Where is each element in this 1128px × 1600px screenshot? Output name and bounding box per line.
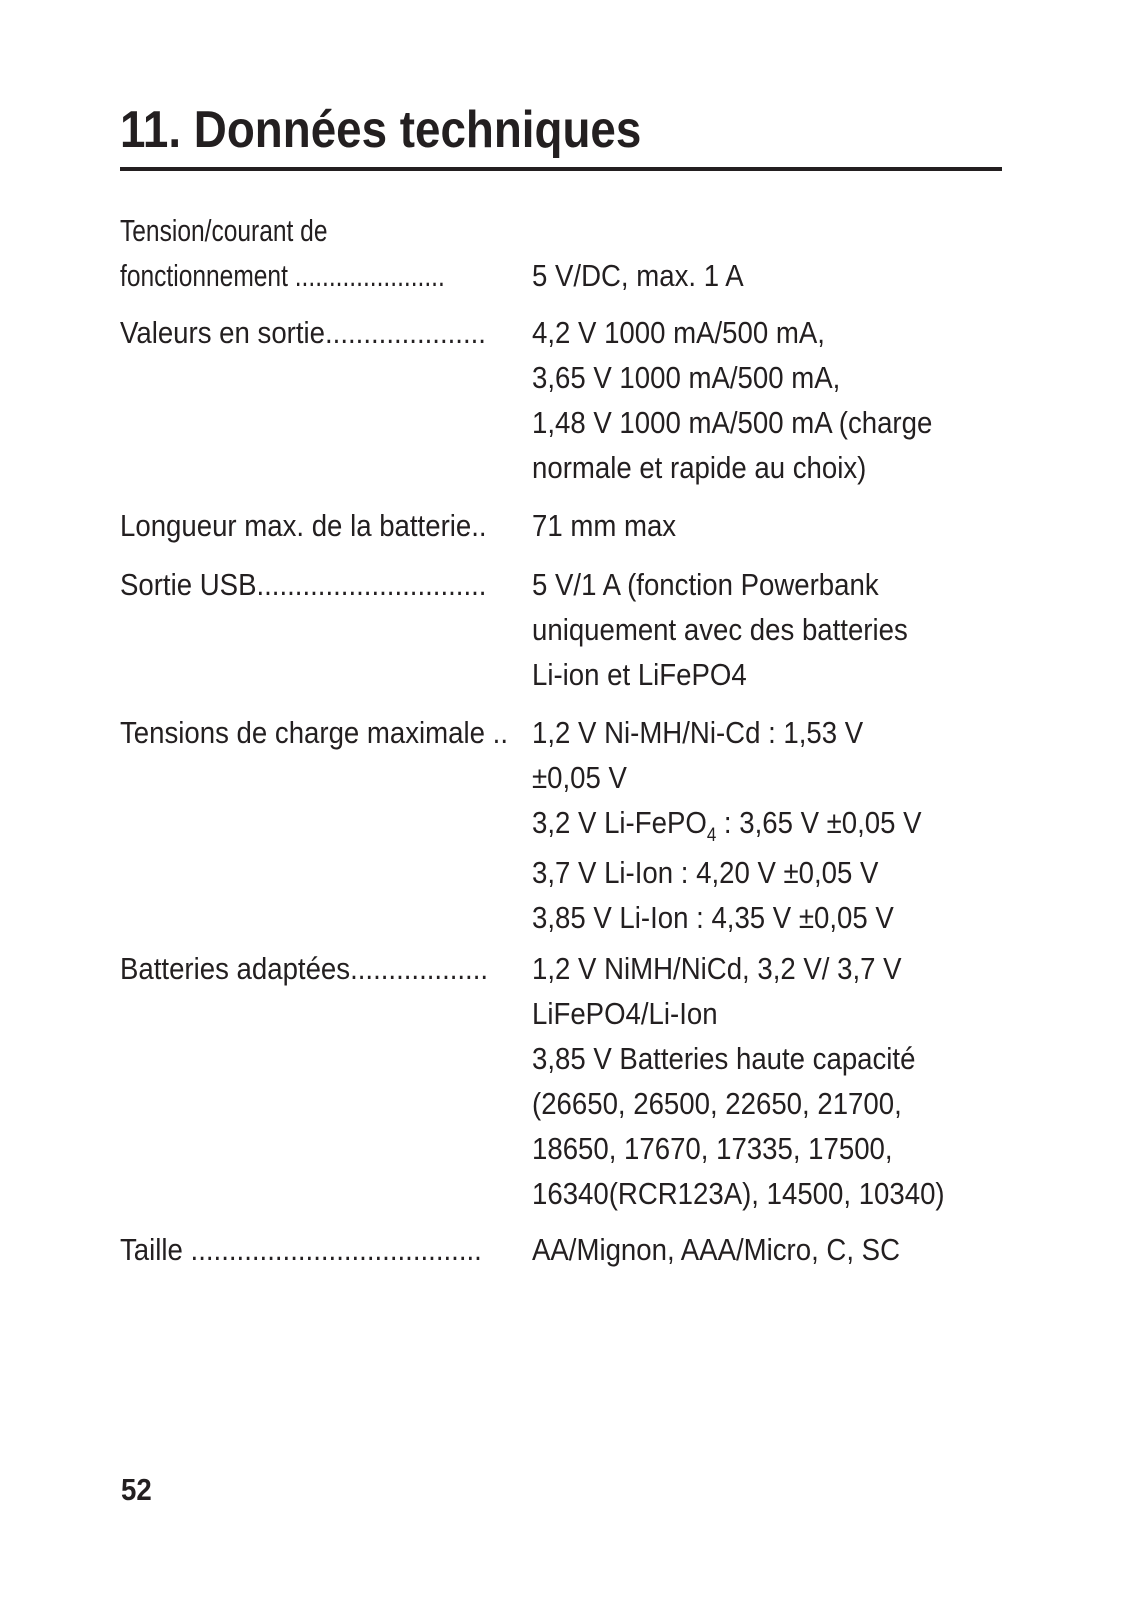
spec-label-line (120, 253, 478, 298)
spec-label-text: Taille (120, 1232, 191, 1267)
spec-value: LiFePO4/Li-Ion (532, 996, 718, 1031)
spec-label-text: fonctionnement (120, 258, 295, 293)
spec-label-text: Longueur max. de la batterie (120, 508, 472, 543)
spec-label (120, 208, 522, 298)
page-title: 11. Données techniques (120, 101, 642, 159)
spec-value: 1,48 V 1000 mA/500 mA (charge (532, 405, 933, 440)
dot-leader: ...................................... (190, 1232, 482, 1267)
page-number: 52 (121, 1472, 152, 1507)
spec-value: 16340(RCR123A), 14500, 10340) (532, 1176, 945, 1211)
spec-value-text: : 3,65 V ±0,05 V (716, 805, 922, 840)
spec-values (532, 946, 1012, 1216)
spec-values (532, 1227, 1012, 1272)
dot-leader: .............................. (256, 567, 487, 602)
title-underline (120, 167, 1002, 171)
spec-label-text: Valeurs en sortie (120, 315, 325, 350)
spec-value: AA/Mignon, AAA/Micro, C, SC (532, 1232, 901, 1267)
spec-value: uniquement avec des batteries (532, 612, 908, 647)
spec-value: 1,2 V NiMH/NiCd, 3,2 V/ 3,7 V (532, 951, 902, 986)
spec-label (120, 710, 522, 755)
spec-value: 71 mm max (532, 508, 677, 543)
spec-value: 18650, 17670, 17335, 17500, (532, 1131, 893, 1166)
spec-values (532, 710, 1012, 940)
dot-leader: ...................... (294, 258, 445, 293)
dot-leader: .................. (350, 951, 489, 986)
spec-value: 3,65 V 1000 mA/500 mA, (532, 360, 841, 395)
spec-value: 5 V/DC, max. 1 A (532, 258, 744, 293)
subscript-four: 4 (706, 825, 717, 846)
dot-leader: .. (492, 715, 508, 750)
spec-values (532, 310, 1012, 490)
spec-value: 5 V/1 A (fonction Powerbank (532, 567, 879, 602)
spec-label-text: Sortie USB (120, 567, 257, 602)
dot-leader: ..................... (324, 315, 486, 350)
spec-value: Li-ion et LiFePO4 (532, 657, 747, 692)
spec-label-text: Tensions de charge maximale (120, 715, 493, 750)
spec-label-text: Batteries adaptées (120, 951, 351, 986)
spec-value-text: 3,2 V Li-FePO (532, 805, 707, 840)
spec-value: 3,7 V Li-Ion : 4,20 V ±0,05 V (532, 855, 879, 890)
spec-value: ±0,05 V (532, 760, 627, 795)
spec-label (120, 310, 522, 355)
spec-label-line: Tension/courant de (120, 213, 328, 248)
spec-value: 3,85 V Li-Ion : 4,35 V ±0,05 V (532, 900, 894, 935)
spec-value: 4,2 V 1000 mA/500 mA, (532, 315, 825, 350)
spec-value: 3,85 V Batteries haute capacité (532, 1041, 916, 1076)
spec-value: normale et rapide au choix) (532, 450, 867, 485)
spec-label (120, 562, 522, 607)
spec-value (532, 800, 959, 850)
spec-values (532, 562, 1012, 697)
spec-label (120, 1227, 522, 1272)
spec-value: (26650, 26500, 22650, 21700, (532, 1086, 902, 1121)
spec-values (532, 503, 1012, 548)
spec-values (532, 253, 1012, 298)
dot-leader: .. (471, 508, 487, 543)
spec-label (120, 503, 522, 548)
spec-label (120, 946, 522, 991)
spec-value: 1,2 V Ni-MH/Ni-Cd : 1,53 V (532, 715, 864, 750)
